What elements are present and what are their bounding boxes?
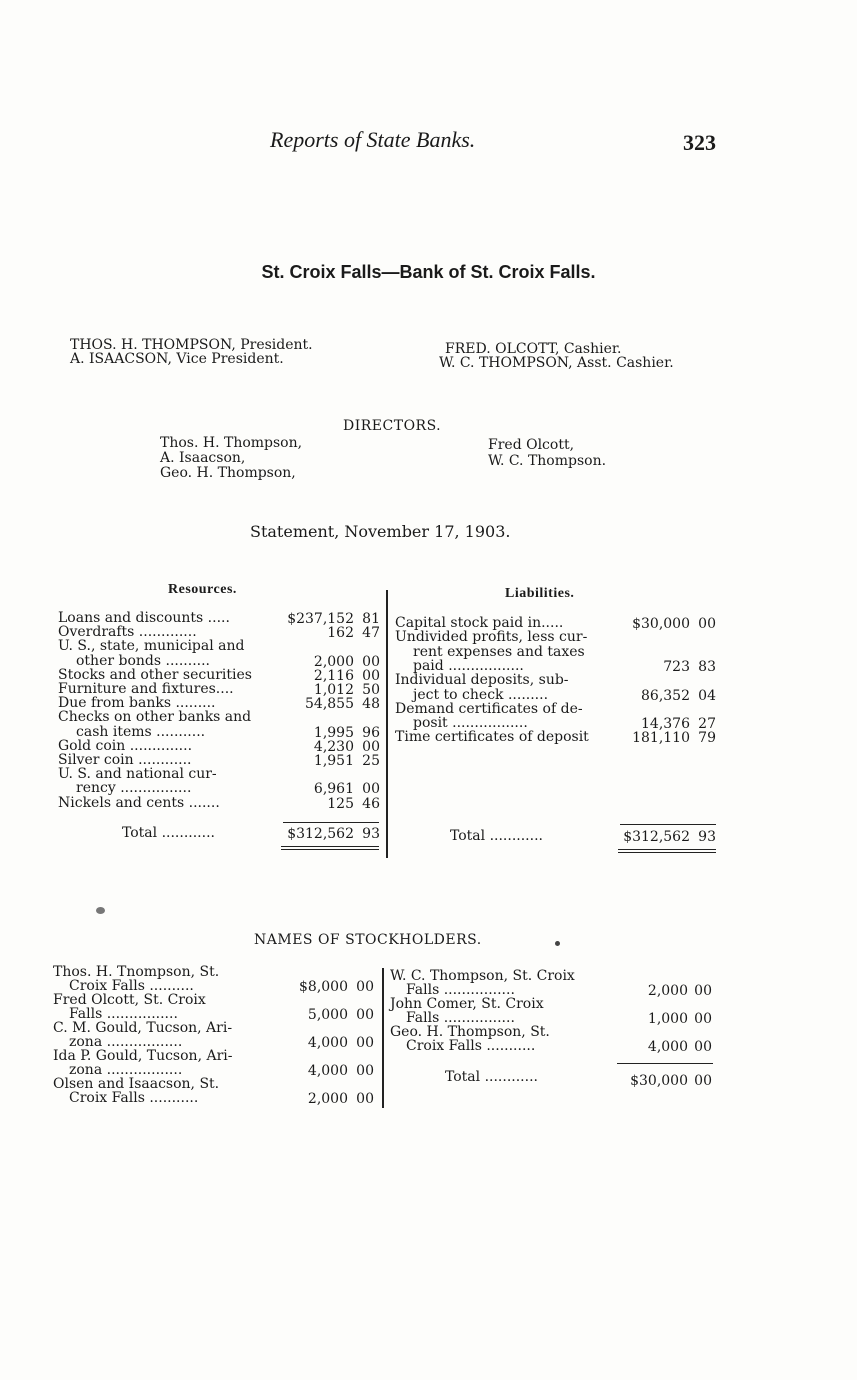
stockholder-row-label: Falls ................ xyxy=(69,1006,178,1022)
stockholder-row-cents: 00 xyxy=(356,979,374,995)
resource-row-cents: 48 xyxy=(362,696,380,713)
resource-row-cents: 81 xyxy=(362,611,380,627)
resource-row-label: Due from banks ......... xyxy=(58,695,216,712)
stockholder-row-dollars: 2,000 xyxy=(647,983,688,999)
resource-row-label: Gold coin .............. xyxy=(58,737,193,754)
resource-row-dollars: 1,951 xyxy=(313,753,354,769)
resource-row-dollars: $237,152 xyxy=(287,611,354,627)
resource-row-cents: 50 xyxy=(362,682,380,698)
stockholders-divider xyxy=(382,968,384,1108)
stockholder-row-label: Falls ................ xyxy=(406,982,515,998)
resource-row-cents: 47 xyxy=(362,625,380,642)
resources-subtotal-rule xyxy=(283,822,379,823)
resources-heading: Resources. xyxy=(168,582,237,597)
stockholder-row-cents: 00 xyxy=(694,1039,712,1055)
stockholder-row-cents: 00 xyxy=(694,983,712,999)
resource-row-cents: 00 xyxy=(362,653,380,670)
resource-row-label: U. S., state, municipal and xyxy=(58,638,245,655)
resource-row-cents: 00 xyxy=(362,738,380,755)
resources-total-label: Total ............ xyxy=(122,825,215,841)
resource-row-dollars: 2,000 xyxy=(313,653,354,670)
liabilities-total-label: Total ............ xyxy=(450,828,543,844)
liability-row-label: Capital stock paid in..... xyxy=(395,615,564,631)
resource-row-label: U. S. and national cur- xyxy=(58,766,217,783)
stockholders-total-cents: 00 xyxy=(694,1073,712,1089)
resource-row-label: cash items ........... xyxy=(76,723,206,740)
stockholder-row-dollars: 2,000 xyxy=(307,1091,348,1107)
liabilities-total-dollars: $312,562 xyxy=(623,829,690,845)
resource-row-dollars: 162 xyxy=(327,625,354,642)
resource-row-label: Loans and discounts ..... xyxy=(58,610,230,626)
stockholders-total-rule xyxy=(617,1063,713,1064)
resource-row-dollars: 125 xyxy=(327,795,354,812)
resource-row-dollars: 6,961 xyxy=(313,781,354,798)
resource-row-dollars: 4,230 xyxy=(313,738,354,755)
resources-total-rule xyxy=(281,849,379,850)
stockholder-row-dollars: 1,000 xyxy=(647,1011,688,1027)
liabilities-total-rule xyxy=(618,852,716,853)
resources-total-dollars: $312,562 xyxy=(287,826,354,842)
liability-row-dollars: 723 xyxy=(663,658,690,675)
stockholder-row-label: Falls ................ xyxy=(406,1010,515,1026)
liability-row-label: paid ................. xyxy=(413,657,524,674)
resource-row-label: Overdrafts ............. xyxy=(58,624,197,641)
liability-row-cents: 00 xyxy=(698,616,716,632)
resource-row-label: rency ................ xyxy=(76,780,192,797)
ink-smudge xyxy=(96,907,105,914)
liability-row-dollars: 14,376 xyxy=(641,716,690,733)
stockholder-row-cents: 00 xyxy=(356,1091,374,1107)
page-number: 323 xyxy=(683,130,716,155)
stockholder-row-label: zona ................. xyxy=(69,1062,183,1078)
director-name: Geo. H. Thompson, xyxy=(160,465,296,481)
resource-row-dollars: 1,012 xyxy=(313,682,354,698)
director-name: W. C. Thompson. xyxy=(488,453,607,469)
liability-row-label: Undivided profits, less cur- xyxy=(395,629,588,646)
liability-row-label: ject to check ......... xyxy=(413,686,549,703)
resource-row-cents: 00 xyxy=(362,781,380,798)
resource-row-label: Checks on other banks and xyxy=(58,709,252,726)
resource-row-dollars: 54,855 xyxy=(305,696,354,713)
resource-row-label: Furniture and fixtures.... xyxy=(58,681,234,697)
director-name: Fred Olcott, xyxy=(488,437,575,453)
liability-row-dollars: $30,000 xyxy=(632,616,690,632)
director-name: A. Isaacson, xyxy=(160,450,246,466)
officer-cashier: FRED. OLCOTT, Cashier. xyxy=(445,341,622,357)
liability-row-label: rent expenses and taxes xyxy=(413,643,585,660)
liabilities-heading: Liabilities. xyxy=(505,586,575,601)
stockholder-row-cents: 00 xyxy=(356,1063,374,1079)
stockholders-heading: NAMES OF STOCKHOLDERS. xyxy=(254,932,482,948)
liabilities-subtotal-rule xyxy=(620,824,716,825)
stockholder-row-label: Croix Falls ........... xyxy=(69,1090,199,1106)
resource-row-dollars: 2,116 xyxy=(313,667,354,684)
resource-row-cents: 25 xyxy=(362,753,380,769)
liability-row-dollars: 181,110 xyxy=(632,730,690,747)
resource-row-label: Stocks and other securities xyxy=(58,666,252,683)
resource-row-cents: 00 xyxy=(362,667,380,684)
resource-row-dollars: 1,995 xyxy=(313,724,354,741)
stockholder-row-dollars: $8,000 xyxy=(299,979,348,995)
stockholder-row-label: Fred Olcott, St. Croix xyxy=(53,992,206,1008)
resources-total-rule xyxy=(281,846,379,847)
stockholder-row-label: Croix Falls .......... xyxy=(69,978,194,994)
stockholder-row-label: Ida P. Gould, Tucson, Ari- xyxy=(53,1048,233,1064)
director-name: Thos. H. Thompson, xyxy=(160,435,303,451)
stockholder-row-label: zona ................. xyxy=(69,1034,183,1050)
stockholder-row-cents: 00 xyxy=(694,1011,712,1027)
stockholder-row-label: John Comer, St. Croix xyxy=(390,996,544,1012)
resources-total-cents: 93 xyxy=(362,826,380,842)
liability-row-cents: 27 xyxy=(698,716,716,733)
resource-row-cents: 46 xyxy=(362,795,380,812)
officer-president: THOS. H. THOMPSON, President. xyxy=(70,337,313,353)
stockholder-row-cents: 00 xyxy=(356,1007,374,1023)
liability-row-label: Individual deposits, sub- xyxy=(395,672,569,689)
stockholder-row-dollars: 4,000 xyxy=(307,1035,348,1051)
liability-row-cents: 04 xyxy=(698,687,716,704)
resource-row-label: other bonds .......... xyxy=(76,652,211,669)
statement-title: Statement, November 17, 1903. xyxy=(250,522,511,541)
directors-heading: DIRECTORS. xyxy=(343,418,442,434)
liability-row-label: posit ................. xyxy=(413,715,528,732)
stockholder-row-label: W. C. Thompson, St. Croix xyxy=(390,968,575,984)
stockholders-total-dollars: $30,000 xyxy=(630,1073,688,1089)
stockholder-row-dollars: 4,000 xyxy=(307,1063,348,1079)
liability-row-cents: 79 xyxy=(698,730,716,747)
page-header-title: Reports of State Banks. xyxy=(270,127,476,152)
stockholder-row-dollars: 5,000 xyxy=(307,1007,348,1023)
liabilities-total-rule xyxy=(618,849,716,850)
resource-row-cents: 96 xyxy=(362,724,380,741)
stockholder-row-label: Geo. H. Thompson, St. xyxy=(390,1024,550,1040)
stockholder-row-dollars: 4,000 xyxy=(647,1039,688,1055)
stockholders-total-label: Total ............ xyxy=(445,1069,538,1085)
resource-row-label: Nickels and cents ....... xyxy=(58,794,220,811)
liability-row-cents: 83 xyxy=(698,658,716,675)
liability-row-label: Demand certificates of de- xyxy=(395,700,583,717)
liability-row-dollars: 86,352 xyxy=(641,687,690,704)
stockholder-row-label: Thos. H. Tnompson, St. xyxy=(53,964,220,980)
stockholder-row-label: Croix Falls ........... xyxy=(406,1038,536,1054)
column-divider xyxy=(386,590,388,858)
liabilities-total-cents: 93 xyxy=(698,829,716,845)
officer-asst-cashier: W. C. THOMPSON, Asst. Cashier. xyxy=(439,355,674,371)
ink-speck xyxy=(555,941,560,946)
stockholder-row-label: C. M. Gould, Tucson, Ari- xyxy=(53,1020,233,1036)
stockholder-row-cents: 00 xyxy=(356,1035,374,1051)
resource-row-label: Silver coin ............ xyxy=(58,752,192,768)
liability-row-label: Time certificates of deposit xyxy=(395,729,589,746)
officer-vice-president: A. ISAACSON, Vice President. xyxy=(70,351,284,367)
bank-title: St. Croix Falls—Bank of St. Croix Falls. xyxy=(261,262,596,282)
stockholder-row-label: Olsen and Isaacson, St. xyxy=(53,1076,220,1092)
